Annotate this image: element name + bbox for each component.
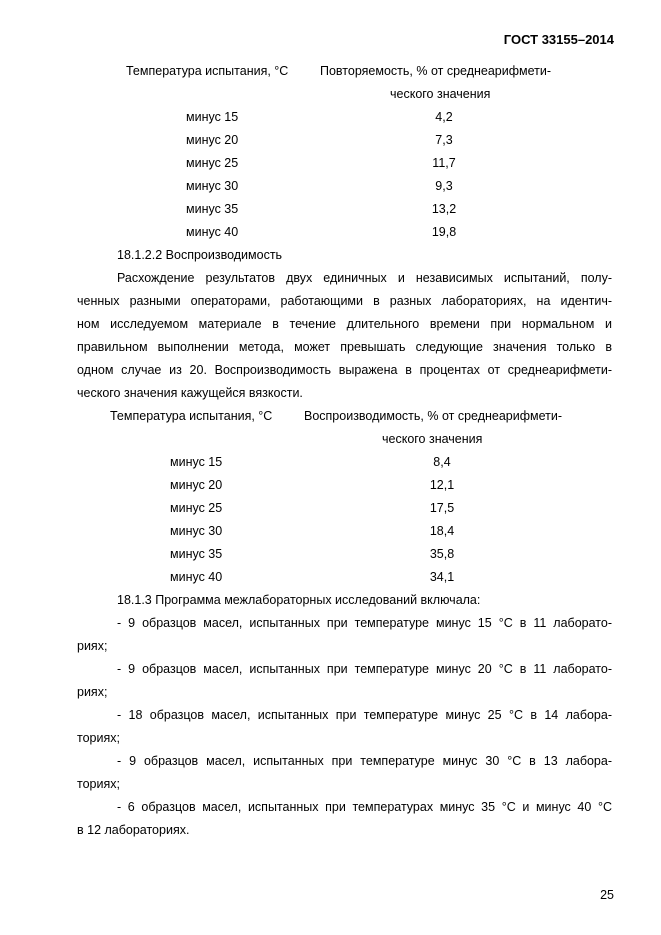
table2-col1-header: Температура испытания, °С: [110, 409, 273, 423]
page-number: 25: [600, 888, 614, 902]
paragraph-line: одном случае из 20. Воспроизводимость выражена в процентах от среднеарифмети-: [77, 363, 612, 377]
table1-row-temp: минус 35: [186, 202, 239, 216]
table2-row-value: 8,4: [433, 455, 451, 469]
table1-row-value: 19,8: [431, 225, 457, 239]
paragraph-line: ном исследуемом материале в течение длительного времени при нормальном и: [77, 317, 612, 331]
list-item-line: в 12 лабораториях.: [77, 823, 190, 837]
paragraph-line: Расхождение результатов двух единичных и независимых испытаний, полу-: [117, 271, 612, 285]
list-item-line: ториях;: [77, 731, 120, 745]
list-item-line: - 9 образцов масел, испытанных при температуре минус 30 °С в 13 лабора-: [117, 754, 612, 768]
table1-col2-header-line2: ческого значения: [390, 87, 491, 101]
list-item-line: - 9 образцов масел, испытанных при температуре минус 15 °С в 11 лаборато-: [117, 616, 612, 630]
table2-row-value: 17,5: [429, 501, 455, 515]
table1-row-value: 11,7: [432, 156, 456, 170]
table2-row-value: 34,1: [429, 570, 455, 584]
list-item-line: - 9 образцов масел, испытанных при температуре минус 20 °С в 11 лаборато-: [117, 662, 612, 676]
document-id: ГОСТ 33155–2014: [503, 32, 614, 47]
table1-row-temp: минус 15: [186, 110, 239, 124]
section-heading-program: 18.1.3 Программа межлабораторных исследований включала:: [117, 593, 481, 607]
table1-row-temp: минус 40: [186, 225, 239, 239]
list-item-line: ториях;: [77, 777, 120, 791]
table1-row-value: 13,2: [431, 202, 457, 216]
list-item-line: риях;: [77, 639, 108, 653]
table1-row-value: 7,3: [435, 133, 453, 147]
table2-col2-header-line1: Воспроизводимость, % от среднеарифмети-: [304, 409, 563, 423]
table1-row-temp: минус 25: [186, 156, 239, 170]
table2-col2-header-line2: ческого значения: [382, 432, 483, 446]
list-item-line: - 6 образцов масел, испытанных при температурах минус 35 °С и минус 40 °С: [117, 800, 612, 814]
table2-row-temp: минус 35: [170, 547, 223, 561]
table2-row-temp: минус 30: [170, 524, 223, 538]
table1-row-value: 9,3: [435, 179, 453, 193]
table2-row-temp: минус 15: [170, 455, 223, 469]
table1-col1-header: Температура испытания, °С: [126, 64, 289, 78]
section-heading-reproducibility: 18.1.2.2 Воспроизводимость: [117, 248, 283, 262]
table1-row-value: 4,2: [435, 110, 453, 124]
paragraph-line: правильном выполнении метода, может превышать следующие значения только в: [77, 340, 612, 354]
table2-row-value: 35,8: [429, 547, 455, 561]
table2-row-temp: минус 40: [170, 570, 223, 584]
paragraph-line: ческого значения кажущейся вязкости.: [77, 386, 303, 400]
paragraph-line: ченных разными операторами, работающими в разных лабораториях, на идентич-: [77, 294, 612, 308]
table2-row-value: 18,4: [429, 524, 455, 538]
table1-row-temp: минус 30: [186, 179, 239, 193]
table2-row-temp: минус 20: [170, 478, 223, 492]
list-item-line: - 18 образцов масел, испытанных при температуре минус 25 °С в 14 лабора-: [117, 708, 612, 722]
list-item-line: риях;: [77, 685, 108, 699]
table2-row-value: 12,1: [429, 478, 455, 492]
table2-row-temp: минус 25: [170, 501, 223, 515]
table1-row-temp: минус 20: [186, 133, 239, 147]
table1-col2-header-line1: Повторяемость, % от среднеарифмети-: [320, 64, 552, 78]
